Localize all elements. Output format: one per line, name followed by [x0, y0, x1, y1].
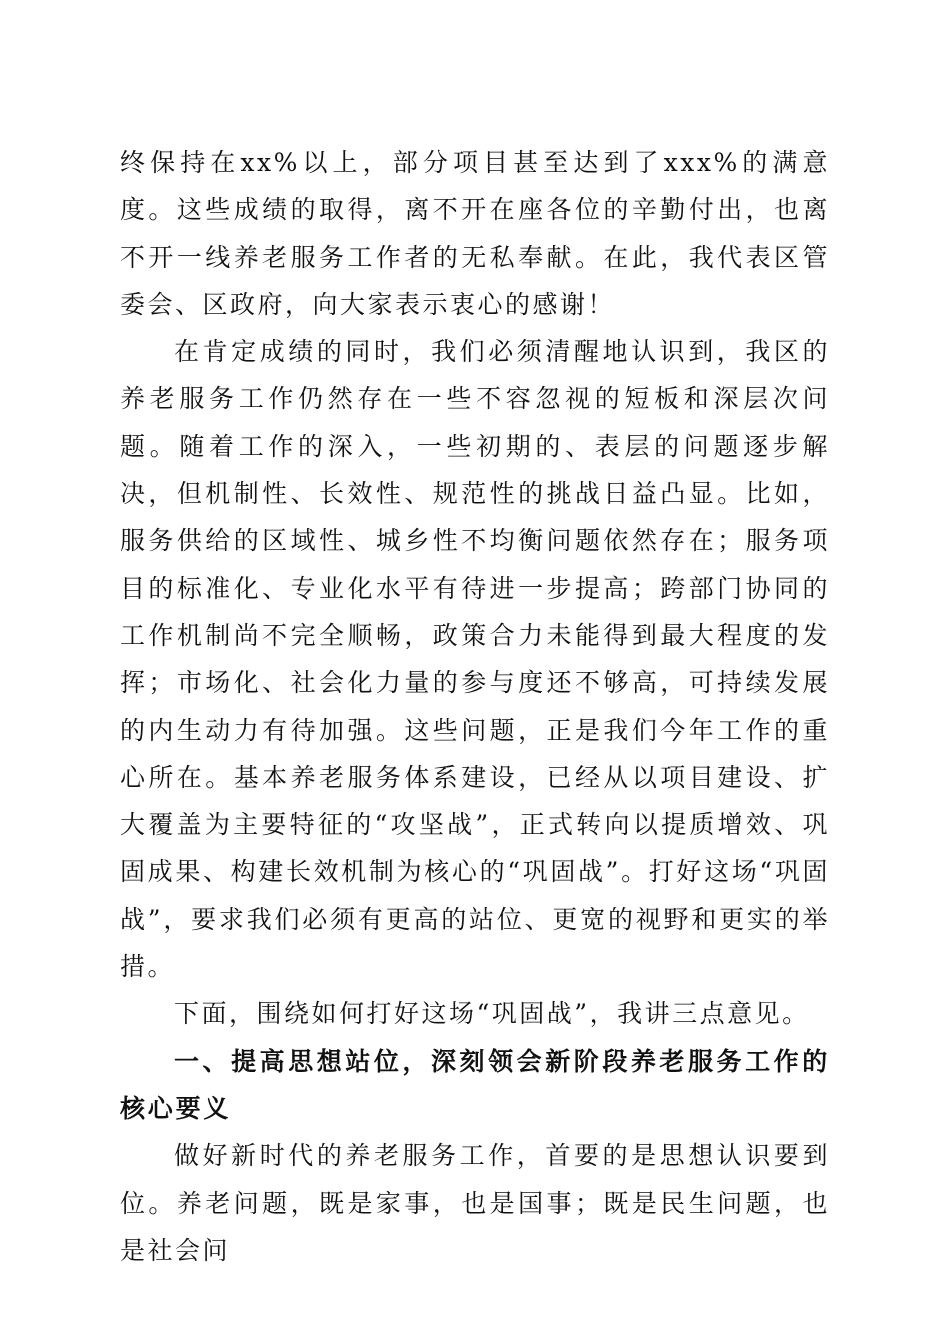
- paragraph-intro-points: 下面，围绕如何打好这场“巩固战”，我讲三点意见。: [174, 999, 810, 1029]
- document-body: [120, 139, 830, 1274]
- paragraph-thinking: 做好新时代的养老服务工作，首要的是思想认识要到位。养老问题，既是家事，也是国事；既是民生问题，也是社会问: [120, 1141, 830, 1265]
- section-heading-1: 一、提高思想站位，深刻领会新阶段养老服务工作的核心要义: [120, 1046, 830, 1123]
- paragraph-continuation: 终保持在xx%以上，部分项目甚至达到了xxx%的满意度。这些成绩的取得，离不开在座各位的辛勤付出，也离不开一线养老服务工作者的无私奉献。在此，我代表区管委会、区政府，向大家表示衷心的感谢！: [120, 148, 830, 319]
- paragraph-problems: 在肯定成绩的同时，我们必须清醒地认识到，我区的养老服务工作仍然存在一些不容忽视的短板和深层次问题。随着工作的深入，一些初期的、表层的问题逐步解决，但机制性、长效性、规范性的挑战日益凸显。比如，服务供给的区域性、城乡性不均衡问题依然存在；服务项目的标准化、专业化水平有待进一步提高；跨部门协同的工作机制尚不完全顺畅，政策合力未能得到最大程度的发挥；市场化、社会化力量的参与度还不够高，可持续发展的内生动力有待加强。这些问题，正是我们今年工作的重心所在。基本养老服务体系建设，已经从以项目建设、扩大覆盖为主要特征的“攻坚战”，正式转向以提质增效、巩固成果、构建长效机制为核心的“巩固战”。打好这场“巩固战”，要求我们必须有更高的站位、更宽的视野和更实的举措。: [120, 337, 830, 982]
